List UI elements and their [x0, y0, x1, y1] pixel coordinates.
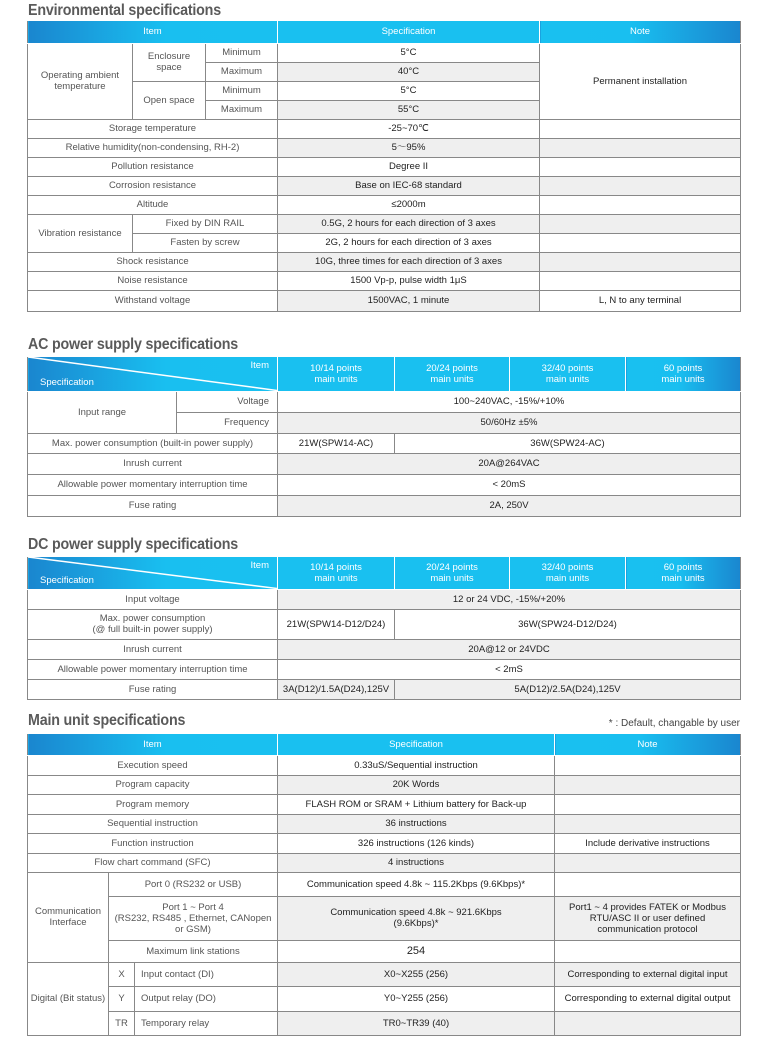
input-voltage-label: Input voltage — [28, 589, 278, 609]
main-title: Main unit specifications — [28, 712, 186, 729]
row-item: Withstand voltage — [28, 290, 278, 311]
column-20-24 — [395, 357, 510, 391]
header-diagonal — [28, 357, 278, 391]
frequency-value: 50/60Hz ±5% — [278, 412, 741, 433]
open-min-value: 5°C — [278, 81, 540, 100]
comm-interface-label: Communication Interface — [28, 872, 109, 962]
interruption-value: < 20mS — [278, 474, 741, 495]
row-item: Relative humidity(non-condensing, RH-2) — [28, 138, 278, 157]
din-rail-value: 0.5G, 2 hours for each direction of 3 axes — [278, 214, 540, 233]
port0-label: Port 0 (RS232 or USB) — [109, 872, 278, 896]
row-item: Shock resistance — [28, 252, 278, 271]
header-item: Item — [250, 560, 269, 571]
fuse-value: 2A, 250V — [278, 495, 741, 516]
row-item: Function instruction — [28, 833, 278, 853]
input-voltage-value: 12 or 24 VDC, -15%/+20% — [278, 589, 741, 609]
column-label: 10/14 points — [310, 561, 362, 573]
row-note — [555, 853, 741, 872]
din-rail-label: Fixed by DIN RAIL — [133, 214, 278, 233]
row-note — [540, 195, 741, 214]
row-note — [555, 872, 741, 896]
column-label: 60 points — [663, 561, 703, 573]
port0-value: Communication speed 4.8k ~ 115.2Kbps (9.6Kbps)* — [278, 872, 555, 896]
inrush-value: 20A@12 or 24VDC — [278, 639, 741, 659]
column-32-40 — [510, 557, 626, 589]
row-note — [555, 755, 741, 775]
column-60 — [626, 557, 741, 589]
row-note — [555, 814, 741, 833]
row-spec: 326 instructions (126 kinds) — [278, 833, 555, 853]
row-note: Include derivative instructions — [555, 833, 741, 853]
port1-4-value-line2: (9.6Kbps)* — [393, 918, 439, 929]
row-spec: Degree II — [278, 157, 540, 176]
interruption-value: < 2mS — [278, 659, 741, 679]
header-spec: Specification — [40, 574, 94, 586]
max-power-label: Max. power consumption (built-in power supply) — [28, 433, 278, 453]
column-label: main units — [430, 373, 474, 385]
column-32-40 — [510, 357, 626, 391]
header-item: Item — [250, 360, 269, 371]
row-spec: 4 instructions — [278, 853, 555, 872]
column-20-24 — [395, 557, 510, 589]
column-label: 20/24 points — [426, 561, 478, 573]
max-power-value-small: 21W(SPW14-AC) — [278, 433, 395, 453]
column-label: main units — [430, 572, 474, 584]
row-item: Corrosion resistance — [28, 176, 278, 195]
column-label: main units — [545, 572, 590, 584]
row-item: Program memory — [28, 794, 278, 814]
minimum-label: Minimum — [206, 81, 278, 100]
link-stations-value: 254 — [278, 940, 555, 962]
max-power-value-large: 36W(SPW24-D12/D24) — [395, 609, 741, 639]
device-name: Output relay (DO) — [135, 986, 278, 1011]
header-spec: Specification — [278, 21, 540, 43]
column-label: main units — [314, 373, 358, 385]
inrush-label: Inrush current — [28, 639, 278, 659]
port1-4-label-line1: Port 1 ~ Port 4 — [162, 901, 224, 913]
row-spec: 1500VAC, 1 minute — [278, 290, 540, 311]
row-item: Noise resistance — [28, 271, 278, 290]
max-power-label-line1: Max. power consumption — [99, 613, 206, 624]
column-10-14 — [278, 557, 395, 589]
row-note — [540, 214, 741, 233]
enclosure-max-value: 40°C — [278, 62, 540, 81]
dc-power-table — [27, 557, 741, 700]
fuse-value-large: 5A(D12)/2.5A(D24),125V — [395, 679, 741, 699]
header-spec: Specification — [40, 376, 94, 388]
row-item: Execution speed — [28, 755, 278, 775]
ac-title: AC power supply specifications — [28, 336, 239, 353]
row-spec: 5～95% — [278, 138, 540, 157]
header-note: Note — [540, 21, 741, 43]
fuse-label: Fuse rating — [28, 679, 278, 699]
row-note — [540, 138, 741, 157]
row-item: Sequential instruction — [28, 814, 278, 833]
interruption-label: Allowable power momentary interruption time — [28, 474, 278, 495]
default-footnote: * : Default, changable by user — [608, 718, 740, 729]
row-item: Storage temperature — [28, 119, 278, 138]
port1-4-label-line2: (RS232, RS485 , Ethernet, CANopen or GSM) — [114, 912, 272, 935]
row-note — [555, 940, 741, 962]
frequency-label: Frequency — [177, 412, 278, 433]
vibration-label: Vibration resistance — [28, 214, 133, 252]
fuse-value-small: 3A(D12)/1.5A(D24),125V — [278, 679, 395, 699]
max-power-label — [28, 609, 278, 639]
device-range: TR0~TR39 (40) — [278, 1011, 555, 1035]
header-diagonal — [28, 557, 278, 589]
maximum-label: Maximum — [206, 62, 278, 81]
row-spec: -25~70℃ — [278, 119, 540, 138]
row-note — [540, 119, 741, 138]
ac-power-table — [27, 357, 741, 517]
row-spec: 10G, three times for each direction of 3 axes — [278, 252, 540, 271]
maximum-label: Maximum — [206, 100, 278, 119]
port1-4-value-line1: Communication speed 4.8k ~ 921.6Kbps — [330, 907, 502, 918]
row-spec: 0.33uS/Sequential instruction — [278, 755, 555, 775]
row-spec: 20K Words — [278, 775, 555, 794]
device-note — [555, 1011, 741, 1035]
fuse-label: Fuse rating — [28, 495, 278, 516]
port1-4-value — [278, 896, 555, 940]
voltage-label: Voltage — [177, 391, 278, 412]
row-note — [540, 176, 741, 195]
inrush-label: Inrush current — [28, 453, 278, 474]
environmental-title: Environmental specifications — [28, 2, 221, 19]
max-power-label-line2: (@ full built-in power supply) — [92, 624, 213, 635]
row-spec: 36 instructions — [278, 814, 555, 833]
operating-temp-note: Permanent installation — [540, 43, 741, 119]
device-name: Input contact (DI) — [135, 962, 278, 986]
minimum-label: Minimum — [206, 43, 278, 62]
dc-title: DC power supply specifications — [28, 536, 239, 553]
row-item: Pollution resistance — [28, 157, 278, 176]
column-60 — [626, 357, 741, 391]
device-note: Corresponding to external digital output — [555, 986, 741, 1011]
device-code: TR — [109, 1011, 135, 1035]
screw-label: Fasten by screw — [133, 233, 278, 252]
column-label: 60 points — [663, 362, 703, 374]
device-code: X — [109, 962, 135, 986]
device-note: Corresponding to external digital input — [555, 962, 741, 986]
row-item: Flow chart command (SFC) — [28, 853, 278, 872]
header-spec: Specification — [278, 734, 555, 755]
header-item: Item — [28, 21, 278, 43]
voltage-value: 100~240VAC, -15%/+10% — [278, 391, 741, 412]
input-range-label: Input range — [28, 391, 177, 433]
port1-4-note: Port1 ~ 4 provides FATEK or Modbus RTU/ASC II or user defined communication protocol — [555, 896, 741, 940]
row-item: Program capacity — [28, 775, 278, 794]
environmental-table — [27, 21, 741, 312]
device-range: Y0~Y255 (256) — [278, 986, 555, 1011]
interruption-label: Allowable power momentary interruption time — [28, 659, 278, 679]
operating-temp-label: Operating ambient temperature — [28, 43, 133, 119]
link-stations-label: Maximum link stations — [109, 940, 278, 962]
device-range: X0~X255 (256) — [278, 962, 555, 986]
row-item: Altitude — [28, 195, 278, 214]
row-note — [540, 157, 741, 176]
row-note: L, N to any terminal — [540, 290, 741, 311]
header-note: Note — [555, 734, 741, 755]
open-space-label: Open space — [133, 81, 206, 119]
row-spec: Base on IEC-68 standard — [278, 176, 540, 195]
row-note — [540, 271, 741, 290]
column-label: 20/24 points — [426, 362, 478, 374]
device-code: Y — [109, 986, 135, 1011]
open-max-value: 55°C — [278, 100, 540, 119]
row-note — [540, 233, 741, 252]
row-note — [540, 252, 741, 271]
max-power-value-small: 21W(SPW14-D12/D24) — [278, 609, 395, 639]
enclosure-min-value: 5°C — [278, 43, 540, 62]
row-note — [555, 794, 741, 814]
port1-4-label — [109, 896, 278, 940]
enclosure-space-label: Enclosure space — [133, 43, 206, 81]
max-power-value-large: 36W(SPW24-AC) — [395, 433, 741, 453]
inrush-value: 20A@264VAC — [278, 453, 741, 474]
digital-bit-label: Digital (Bit status) — [28, 962, 109, 1035]
main-unit-table — [27, 734, 741, 1036]
screw-value: 2G, 2 hours for each direction of 3 axes — [278, 233, 540, 252]
device-name: Temporary relay — [135, 1011, 278, 1035]
row-spec: FLASH ROM or SRAM + Lithium battery for Back-up — [278, 794, 555, 814]
column-10-14 — [278, 357, 395, 391]
row-spec: ≤2000m — [278, 195, 540, 214]
column-label: main units — [545, 373, 590, 385]
column-label: main units — [314, 572, 358, 584]
header-item: Item — [28, 734, 278, 755]
column-label: 32/40 points — [541, 561, 594, 573]
column-label: 10/14 points — [310, 362, 362, 374]
row-spec: 1500 Vp-p, pulse width 1μS — [278, 271, 540, 290]
column-label: 32/40 points — [541, 362, 594, 374]
row-note — [555, 775, 741, 794]
column-label: main units — [661, 373, 705, 385]
column-label: main units — [661, 572, 705, 584]
